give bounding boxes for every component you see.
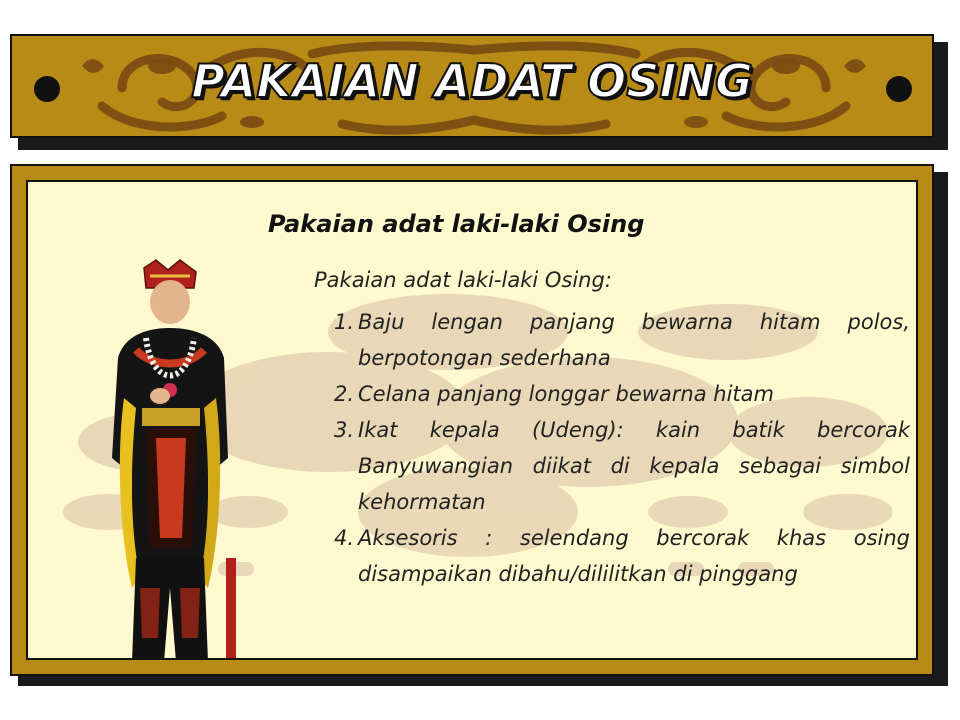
list-number: 4. — [334, 526, 355, 550]
traditional-costume-man-icon — [96, 258, 246, 660]
list-text: Celana panjang longgar bewarna hitam — [358, 382, 774, 406]
content-frame — [10, 164, 934, 676]
content-panel — [26, 180, 918, 660]
list-item — [334, 304, 910, 376]
list-item — [334, 412, 910, 520]
page-title: PAKAIAN ADAT OSING — [191, 54, 753, 108]
header-banner — [10, 34, 934, 138]
list-number: 3. — [334, 418, 355, 442]
list-number: 1. — [334, 310, 355, 334]
list-item — [334, 376, 910, 412]
section-subtitle: Pakaian adat laki-laki Osing — [268, 210, 645, 238]
list-number: 2. — [334, 382, 355, 406]
list-text: Aksesoris : selendang bercorak khas osing disampaikan dibahu/dililitkan di pinggang — [358, 526, 910, 586]
intro-text: Pakaian adat laki-laki Osing: — [314, 268, 612, 292]
list-text: Ikat kepala (Udeng): kain batik bercorak Banyuwangian diikat di kepala sebagai simbol kehormatan — [358, 418, 910, 514]
list-text: Baju lengan panjang bewarna hitam polos, berpotongan sederhana — [358, 310, 910, 370]
attire-list — [334, 304, 910, 592]
list-item — [334, 520, 910, 592]
